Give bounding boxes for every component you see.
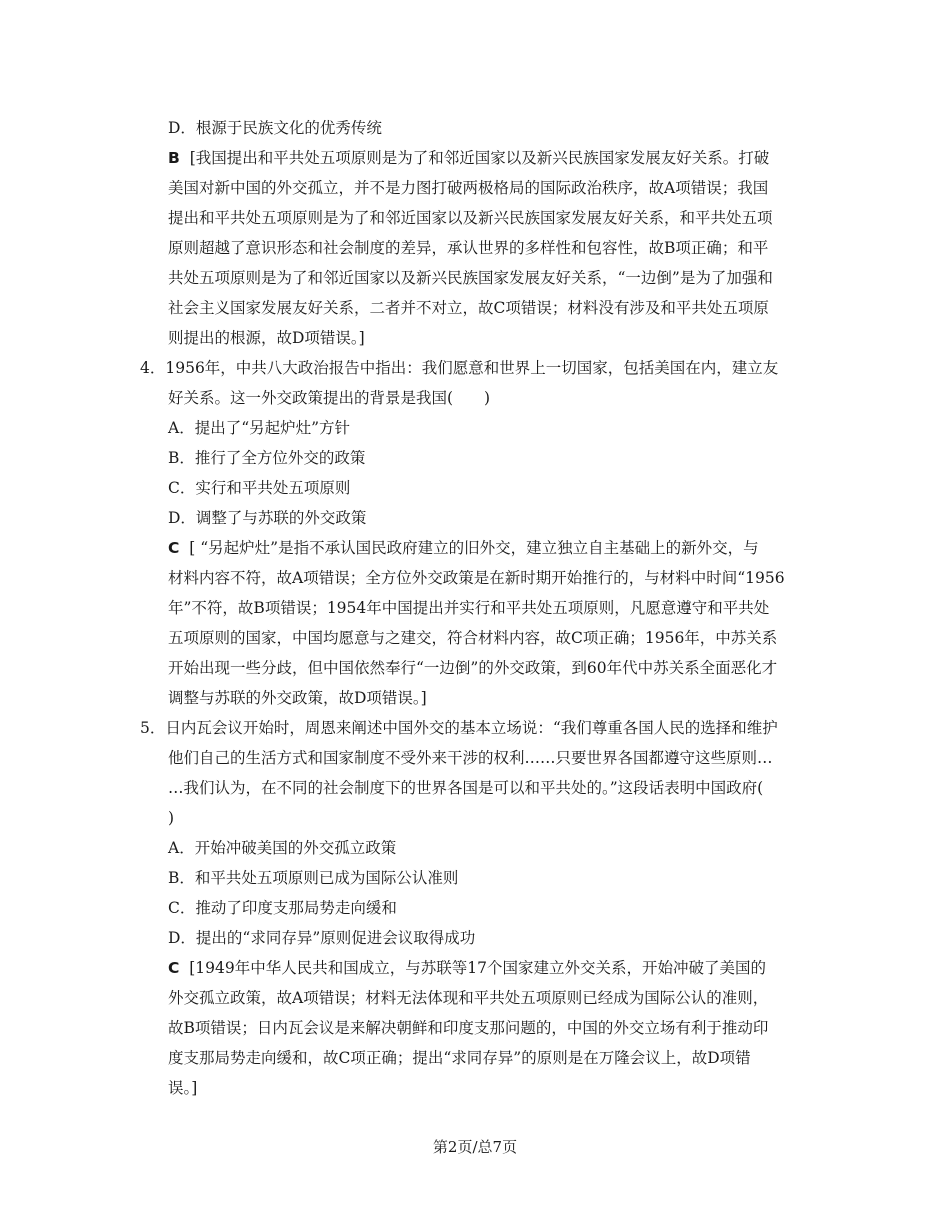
q4-answer-letter: C bbox=[168, 539, 180, 557]
q5-option-a: A．开始冲破美国的外交孤立政策 bbox=[168, 839, 397, 857]
q5-option-b: B．和平共处五项原则已成为国际公认准则 bbox=[168, 869, 459, 887]
q4-option-d: D．调整了与苏联的外交政策 bbox=[168, 509, 367, 527]
q3-option-d: D．根源于民族文化的优秀传统 bbox=[168, 119, 382, 137]
q4-stem-line: 4．1956年，中共八大政治报告中指出：我们愿意和世界上一切国家，包括美国在内，建立友 bbox=[140, 359, 779, 377]
q4-option-c: C．实行和平共处五项原则 bbox=[168, 479, 351, 497]
q5-answer-letter: C bbox=[168, 959, 180, 977]
q5-stem-line: 5．日内瓦会议开始时，周恩来阐述中国外交的基本立场说：“我们尊重各国人民的选择和维护 bbox=[140, 719, 778, 737]
page-number-footer: 第2页/总7页 bbox=[432, 1138, 518, 1156]
q5-explanation-line: 外交孤立政策，故A项错误；材料无法体现和平共处五项原则已经成为国际公认的准则， bbox=[168, 989, 769, 1007]
q5-explanation-text: [1949年中华人民共和国成立，与苏联等17个国家建立外交关系，开始冲破了美国的 bbox=[189, 959, 766, 977]
q3-explanation-line: 社会主义国家发展友好关系，二者并不对立，故C项错误；材料没有涉及和平共处五项原 bbox=[168, 299, 769, 317]
q3-explanation-line: 提出和平共处五项原则是为了和邻近国家以及新兴民族国家发展友好关系，和平共处五项 bbox=[168, 209, 773, 227]
q5-explanation-line: 度支那局势走向缓和，故C项正确；提出“求同存异”的原则是在万隆会议上，故D项错 bbox=[168, 1049, 751, 1067]
q5-explanation-line: 误。] bbox=[168, 1079, 198, 1097]
q3-explanation-line: 则提出的根源，故D项错误。] bbox=[168, 329, 365, 347]
q4-explanation-line: 五项原则的国家，中国均愿意与之建交，符合材料内容，故C项正确；1956年，中苏关系 bbox=[168, 629, 778, 647]
q3-explanation-line: 美国对新中国的外交孤立，并不是力图打破两极格局的国际政治秩序，故A项错误；我国 bbox=[168, 179, 769, 197]
q5-stem-line: 他们自己的生活方式和国家制度不受外来干涉的权利……只要世界各国都遵守这些原则… bbox=[168, 749, 773, 767]
q3-answer-letter: B bbox=[168, 149, 180, 167]
q3-explanation-line: 共处五项原则是为了和邻近国家以及新兴民族国家发展友好关系，“一边倒”是为了加强和 bbox=[168, 269, 773, 287]
q5-option-c: C．推动了印度支那局势走向缓和 bbox=[168, 899, 397, 917]
q4-explanation-line: 调整与苏联的外交政策，故D项错误。] bbox=[168, 689, 427, 707]
q5-explanation-line: 故B项错误；日内瓦会议是来解决朝鲜和印度支那问题的，中国的外交立场有利于推动印 bbox=[168, 1019, 769, 1037]
q4-stem-line: 好关系。这一外交政策提出的背景是我国( ) bbox=[168, 389, 491, 407]
q4-explanation-line: 年”不符，故B项错误；1954年中国提出并实行和平共处五项原则，凡愿意遵守和平共处 bbox=[168, 599, 770, 617]
q5-option-d: D．提出的“求同存异”原则促进会议取得成功 bbox=[168, 929, 476, 947]
q5-stem-line: ) bbox=[168, 809, 175, 827]
q4-answer-line-1 bbox=[168, 538, 759, 558]
q4-option-b: B．推行了全方位外交的政策 bbox=[168, 449, 366, 467]
q4-explanation-line: 材料内容不符，故A项错误；全方位外交政策是在新时期开始推行的，与材料中时间“1956 bbox=[168, 569, 785, 587]
q4-explanation-line: 开始出现一些分歧，但中国依然奉行“一边倒”的外交政策，到60年代中苏关系全面恶化才 bbox=[168, 659, 778, 677]
q3-explanation-text: [我国提出和平共处五项原则是为了和邻近国家以及新兴民族国家发展友好关系。打破 bbox=[189, 149, 770, 167]
q4-explanation-text: [ “另起炉灶”是指不承认国民政府建立的旧外交，建立独立自主基础上的新外交，与 bbox=[189, 539, 759, 557]
q5-answer-line-1 bbox=[168, 958, 766, 978]
q5-stem-line: …我们认为，在不同的社会制度下的世界各国是可以和平共处的。”这段话表明中国政府( bbox=[168, 779, 764, 797]
q3-explanation-line: 原则超越了意识形态和社会制度的差异，承认世界的多样性和包容性，故B项正确；和平 bbox=[168, 239, 769, 257]
q3-answer-line-1 bbox=[168, 148, 769, 168]
q4-option-a: A．提出了“另起炉灶”方针 bbox=[168, 419, 351, 437]
